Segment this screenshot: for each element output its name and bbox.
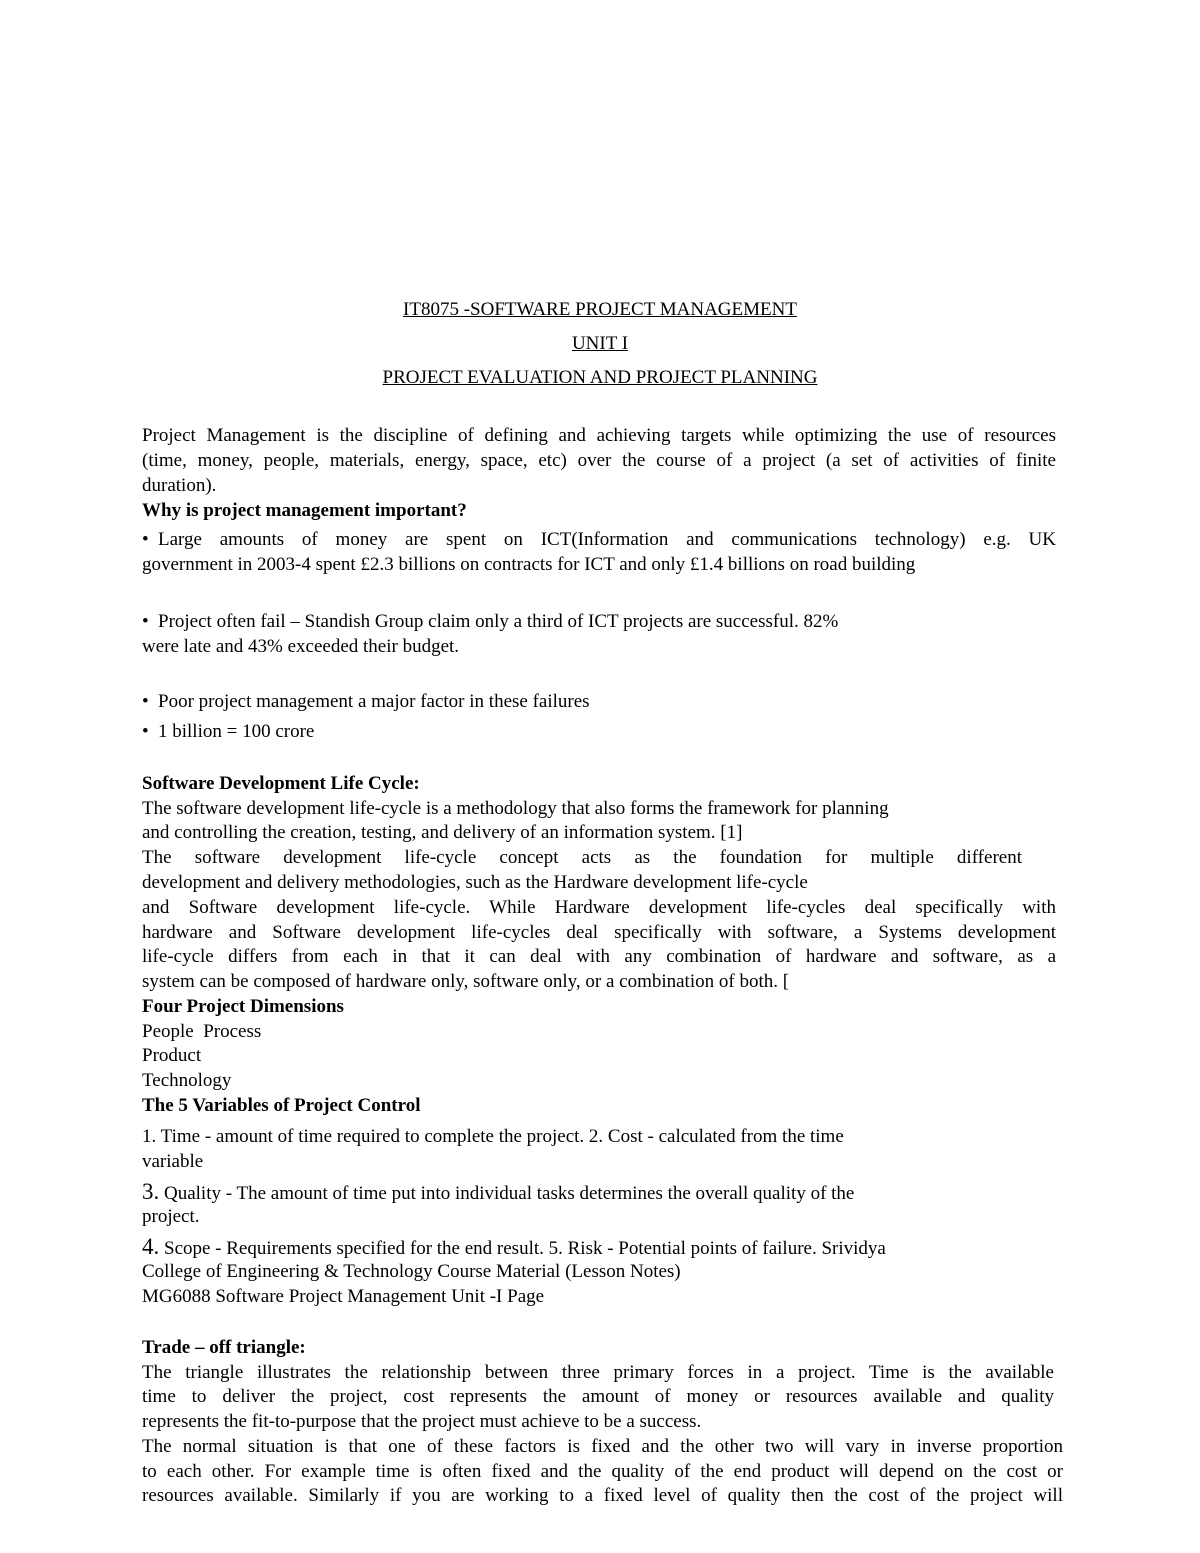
variables-number-1: 1.: [142, 1126, 157, 1147]
why-heading: Why is project management important?: [142, 500, 467, 521]
sdlc-line-2: and controlling the creation, testing, and delivery of an information system. [1]: [142, 822, 743, 843]
why-bullet-2-line-1: [142, 610, 838, 634]
bullet-icon: •: [142, 611, 149, 632]
tradeoff-heading: Trade – off triangle:: [142, 1337, 306, 1358]
why-bullet-4-text: 1 billion = 100 crore: [158, 721, 315, 742]
intro-line-3: duration).: [142, 475, 217, 496]
dimensions-line-2: Product: [142, 1045, 202, 1066]
variables-line-1: [142, 1125, 1002, 1149]
variables-line-7: MG6088 Software Project Management Unit -I Page: [142, 1286, 545, 1307]
why-bullet-2-text: Project often fail – Standish Group claim only a third of ICT projects are successful. 82%: [158, 611, 839, 632]
why-bullet-3-text: Poor project management a major factor in these failures: [158, 691, 590, 712]
bullet-icon: •: [142, 721, 149, 742]
tradeoff-line-1: The triangle illustrates the relationship between three primary forces in a project. Time is the available: [142, 1362, 1054, 1383]
variables-text-3: Quality - The amount of time put into individual tasks determines the overall quality of the: [159, 1183, 855, 1204]
tradeoff-line-2: time to deliver the project, cost represents the amount of money or resources available and quality: [142, 1386, 1054, 1407]
variables-text-1: Time - amount of time required to complete the project. 2. Cost - calculated from the time: [156, 1126, 844, 1147]
sdlc-line-8: system can be composed of hardware only, software only, or a combination of both. [: [142, 971, 790, 992]
tradeoff-line-6: resources available. Similarly if you are working to a fixed level of quality then the cost of the project will: [142, 1485, 1063, 1506]
why-bullet-4: [142, 720, 314, 744]
variables-line-6: College of Engineering & Technology Course Material (Lesson Notes): [142, 1261, 681, 1282]
tradeoff-line-3: represents the fit-to-purpose that the project must achieve to be a success.: [142, 1411, 702, 1432]
tradeoff-line-5: to each other. For example time is often fixed and the quality of the end product will depend on the cost or: [142, 1461, 1063, 1482]
bullet-icon: •: [142, 691, 149, 712]
sdlc-line-7: life-cycle differs from each in that it can deal with any combination of hardware and software, as a: [142, 946, 1056, 967]
dimensions-line-3: Technology: [142, 1070, 232, 1091]
variables-line-2: variable: [142, 1151, 204, 1172]
why-bullet-1-line-2: government in 2003-4 spent £2.3 billions on contracts for ICT and only £1.4 billions on road building: [142, 554, 916, 575]
dimensions-heading: Four Project Dimensions: [142, 996, 344, 1017]
sdlc-line-4: development and delivery methodologies, such as the Hardware development life-cycle: [142, 872, 808, 893]
sdlc-heading: Software Development Life Cycle:: [142, 773, 420, 794]
unit-title: UNIT I: [571, 333, 629, 354]
variables-number-3: 3.: [142, 1179, 160, 1204]
variables-heading: The 5 Variables of Project Control: [142, 1095, 421, 1116]
why-bullet-2-line-2: were late and 43% exceeded their budget.: [142, 636, 460, 657]
variables-number-4: 4.: [142, 1234, 160, 1259]
sdlc-line-3: The software development life-cycle concept acts as the foundation for multiple different: [142, 847, 1022, 868]
sdlc-line-1: The software development life-cycle is a methodology that also forms the framework for planning: [142, 798, 889, 819]
why-bullet-3: [142, 690, 590, 714]
sdlc-line-6: hardware and Software development life-cycles deal specifically with software, a Systems development: [142, 922, 1056, 943]
sdlc-line-5: and Software development life-cycle. While Hardware development life-cycles deal specifically with: [142, 897, 1056, 918]
variables-line-5: [142, 1235, 886, 1261]
tradeoff-line-4: The normal situation is that one of these factors is fixed and the other two will vary in inverse proportion: [142, 1436, 1063, 1457]
variables-text-5: Scope - Requirements specified for the end result. 5. Risk - Potential points of failure. Srividya: [159, 1238, 886, 1259]
intro-line-1: Project Management is the discipline of defining and achieving targets while optimizing the use of resources: [142, 425, 1056, 446]
variables-line-3: [142, 1180, 854, 1206]
why-bullet-1-line-1: [142, 528, 1056, 552]
variables-line-4: project.: [142, 1206, 200, 1227]
intro-line-2: (time, money, people, materials, energy, space, etc) over the course of a project (a set of activities of finite: [142, 450, 1056, 471]
why-bullet-1-text: Large amounts of money are spent on ICT(Information and communications technology) e.g. UK: [158, 529, 1056, 550]
dimensions-line-1: People Process: [142, 1021, 262, 1042]
course-title: IT8075 -SOFTWARE PROJECT MANAGEMENT: [403, 299, 797, 320]
topic-title: PROJECT EVALUATION AND PROJECT PLANNING: [382, 367, 818, 388]
bullet-icon: •: [142, 529, 149, 550]
